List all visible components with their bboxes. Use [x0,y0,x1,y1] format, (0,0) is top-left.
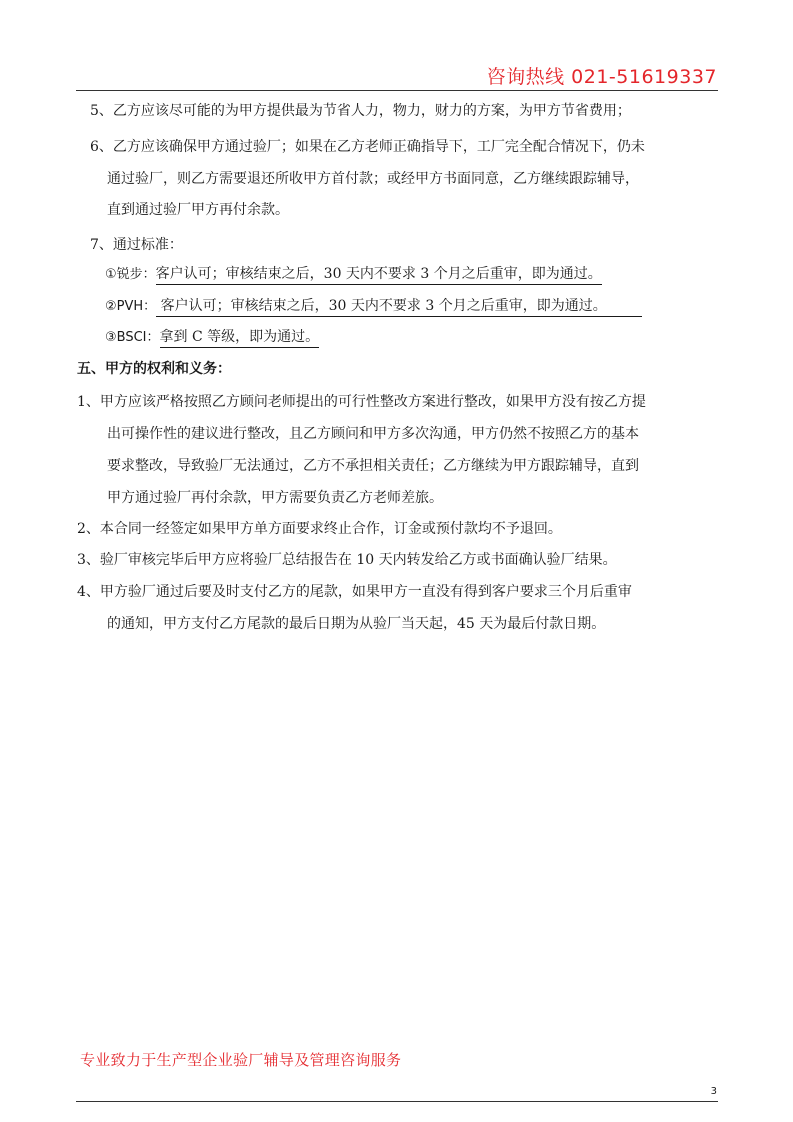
page-number: 3 [710,1086,717,1097]
item-text: 乙方应该确保甲方通过验厂；如果在乙方老师正确指导下，工厂完全配合情况下，仍未 [112,139,645,155]
obligation-4-cont-1: 的通知，甲方支付乙方尾款的最后日期为从验厂当天起，45 天为最后付款日期。 [107,616,606,632]
item-number: 4、 [77,584,100,600]
hotline-banner: 咨询热线 021-51619337 [486,66,717,88]
item-text: 甲方应该严格按照乙方顾问老师提出的可行性整改方案进行整改，如果甲方没有按乙方提 [99,394,646,410]
item-number: 1、 [77,394,100,410]
standard-value: 拿到 C 等级，即为通过。 [160,328,320,348]
section-heading: 五、甲方的权利和义务： [77,361,231,377]
item-5 [90,102,631,120]
obligation-1 [77,393,646,411]
standard-label: ②PVH： [105,299,157,314]
obligation-2 [77,520,562,538]
obligation-1-cont-3: 甲方通过验厂再付余款，甲方需要负责乙方老师差旅。 [107,490,443,506]
footer-slogan: 专业致力于生产型企业验厂辅导及管理咨询服务 [80,1051,402,1069]
standard-label: ③BSCI： [105,330,160,345]
standard-reebok [105,265,602,285]
obligation-4 [77,583,632,601]
item-text: 验厂审核完毕后甲方应将验厂总结报告在 10 天内转发给乙方或书面确认验厂结果。 [99,552,617,568]
standard-value: 客户认可；审核结束之后，30 天内不要求 3 个月之后重审，即为通过。 [156,297,642,317]
standard-value: 客户认可；审核结束之后，30 天内不要求 3 个月之后重审，即为通过。 [156,265,602,285]
obligation-1-cont-1: 出可操作性的建议进行整改，且乙方顾问和甲方多次沟通，甲方仍然不按照乙方的基本 [107,426,639,442]
standard-label: ①锐步： [105,267,156,282]
item-6 [90,138,645,156]
standard-pvh [105,297,642,317]
item-number: 3、 [77,552,100,568]
item-number: 5、 [90,103,113,119]
item-text: 甲方验厂通过后要及时支付乙方的尾款，如果甲方一直没有得到客户要求三个月后重审 [99,584,632,600]
item-text: 通过标准： [112,237,183,253]
standard-bsci [105,328,319,348]
item-number: 6、 [90,139,113,155]
header-divider [76,90,718,91]
item-text: 乙方应该尽可能的为甲方提供最为节省人力，物力，财力的方案，为甲方节省费用； [112,103,631,119]
item-7 [90,236,183,254]
obligation-1-cont-2: 要求整改，导致验厂无法通过，乙方不承担相关责任；乙方继续为甲方跟踪辅导，直到 [107,458,639,474]
item-text: 本合同一经签定如果甲方单方面要求终止合作，订金或预付款均不予退回。 [99,521,562,537]
item-number: 2、 [77,521,100,537]
footer-divider [76,1101,718,1102]
item-6-cont-1: 通过验厂，则乙方需要退还所收甲方首付款；或经甲方书面同意，乙方继续跟踪辅导， [107,171,639,187]
obligation-3 [77,551,617,569]
item-number: 7、 [90,237,113,253]
item-6-cont-2: 直到通过验厂甲方再付余款。 [107,202,289,218]
